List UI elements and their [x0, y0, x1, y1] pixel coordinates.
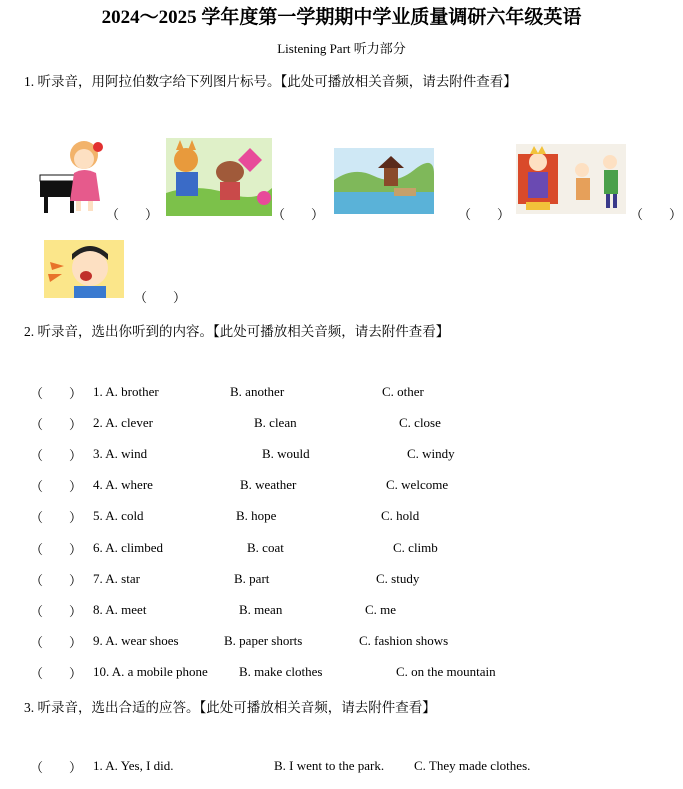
- option-a[interactable]: 5. A. cold: [93, 508, 144, 523]
- answer-parentheses[interactable]: （ ）: [30, 604, 83, 619]
- answer-parentheses[interactable]: （ ）: [30, 479, 83, 494]
- option-a[interactable]: 2. A. clever: [93, 415, 153, 430]
- page-title: 2024～2025 学年度第一学期期中学业质量调研六年级英语: [101, 7, 582, 28]
- option-b[interactable]: B. paper shorts: [224, 633, 303, 648]
- option-a[interactable]: 6. A. climbed: [93, 540, 164, 555]
- option-b[interactable]: B. make clothes: [239, 664, 323, 679]
- option-c[interactable]: C. windy: [407, 446, 455, 461]
- option-b[interactable]: B. weather: [240, 477, 297, 492]
- option-b[interactable]: B. part: [234, 571, 270, 586]
- option-c[interactable]: C. fashion shows: [359, 633, 449, 648]
- answer-parentheses[interactable]: （ ）: [30, 635, 83, 650]
- king-and-people-picture: [516, 144, 626, 214]
- option-a[interactable]: 1. A. brother: [93, 384, 159, 399]
- option-c[interactable]: C. They made clothes.: [414, 758, 531, 773]
- option-b[interactable]: B. clean: [254, 415, 297, 430]
- option-a[interactable]: 4. A. where: [93, 477, 153, 492]
- section2-heading: 2. 听录音，选出你听到的内容。【此处可播放相关音频，请去附件查看】: [24, 324, 450, 339]
- answer-parentheses[interactable]: （ ）: [30, 448, 83, 463]
- option-b[interactable]: B. coat: [247, 540, 284, 555]
- option-c[interactable]: C. welcome: [386, 477, 449, 492]
- answer-parentheses[interactable]: （ ）: [30, 417, 83, 432]
- girl-piano-picture: [38, 135, 106, 215]
- option-c[interactable]: C. on the mountain: [396, 664, 496, 679]
- option-c[interactable]: C. me: [365, 602, 397, 617]
- answer-parentheses[interactable]: （ ）: [630, 207, 683, 222]
- option-a[interactable]: 7. A. star: [93, 571, 140, 586]
- answer-parentheses[interactable]: （ ）: [30, 510, 83, 525]
- page-subtitle: Listening Part 听力部分: [277, 41, 406, 56]
- answer-parentheses[interactable]: （ ）: [30, 386, 83, 401]
- answer-parentheses[interactable]: （ ）: [30, 760, 83, 775]
- option-c[interactable]: C. hold: [381, 508, 420, 523]
- option-a[interactable]: 8. A. meet: [93, 602, 147, 617]
- option-b[interactable]: B. I went to the park.: [274, 758, 385, 773]
- cat-dog-kite-picture: [166, 138, 272, 216]
- option-c[interactable]: C. study: [376, 571, 420, 586]
- option-b[interactable]: B. another: [230, 384, 285, 399]
- option-c[interactable]: C. close: [399, 415, 441, 430]
- section3-heading: 3. 听录音，选出合适的应答。【此处可播放相关音频，请去附件查看】: [24, 700, 436, 715]
- option-b[interactable]: B. hope: [236, 508, 277, 523]
- option-b[interactable]: B. would: [262, 446, 310, 461]
- option-b[interactable]: B. mean: [239, 602, 283, 617]
- option-c[interactable]: C. other: [382, 384, 424, 399]
- option-a[interactable]: 3. A. wind: [93, 446, 148, 461]
- answer-parentheses[interactable]: （ ）: [30, 666, 83, 681]
- answer-parentheses[interactable]: （ ）: [106, 207, 159, 222]
- answer-parentheses[interactable]: （ ）: [458, 207, 511, 222]
- option-a[interactable]: 10. A. a mobile phone: [93, 664, 208, 679]
- answer-parentheses[interactable]: （ ）: [272, 207, 325, 222]
- pavilion-lake-picture: [334, 148, 434, 214]
- answer-parentheses[interactable]: （ ）: [30, 542, 83, 557]
- section1-heading: 1. 听录音，用阿拉伯数字给下列图片标号。【此处可播放相关音频，请去附件查看】: [24, 74, 517, 89]
- answer-parentheses[interactable]: （ ）: [134, 290, 187, 305]
- option-a[interactable]: 1. A. Yes, I did.: [93, 758, 174, 773]
- answer-parentheses[interactable]: （ ）: [30, 573, 83, 588]
- option-c[interactable]: C. climb: [393, 540, 438, 555]
- boy-shouting-picture: [44, 240, 124, 298]
- option-a[interactable]: 9. A. wear shoes: [93, 633, 179, 648]
